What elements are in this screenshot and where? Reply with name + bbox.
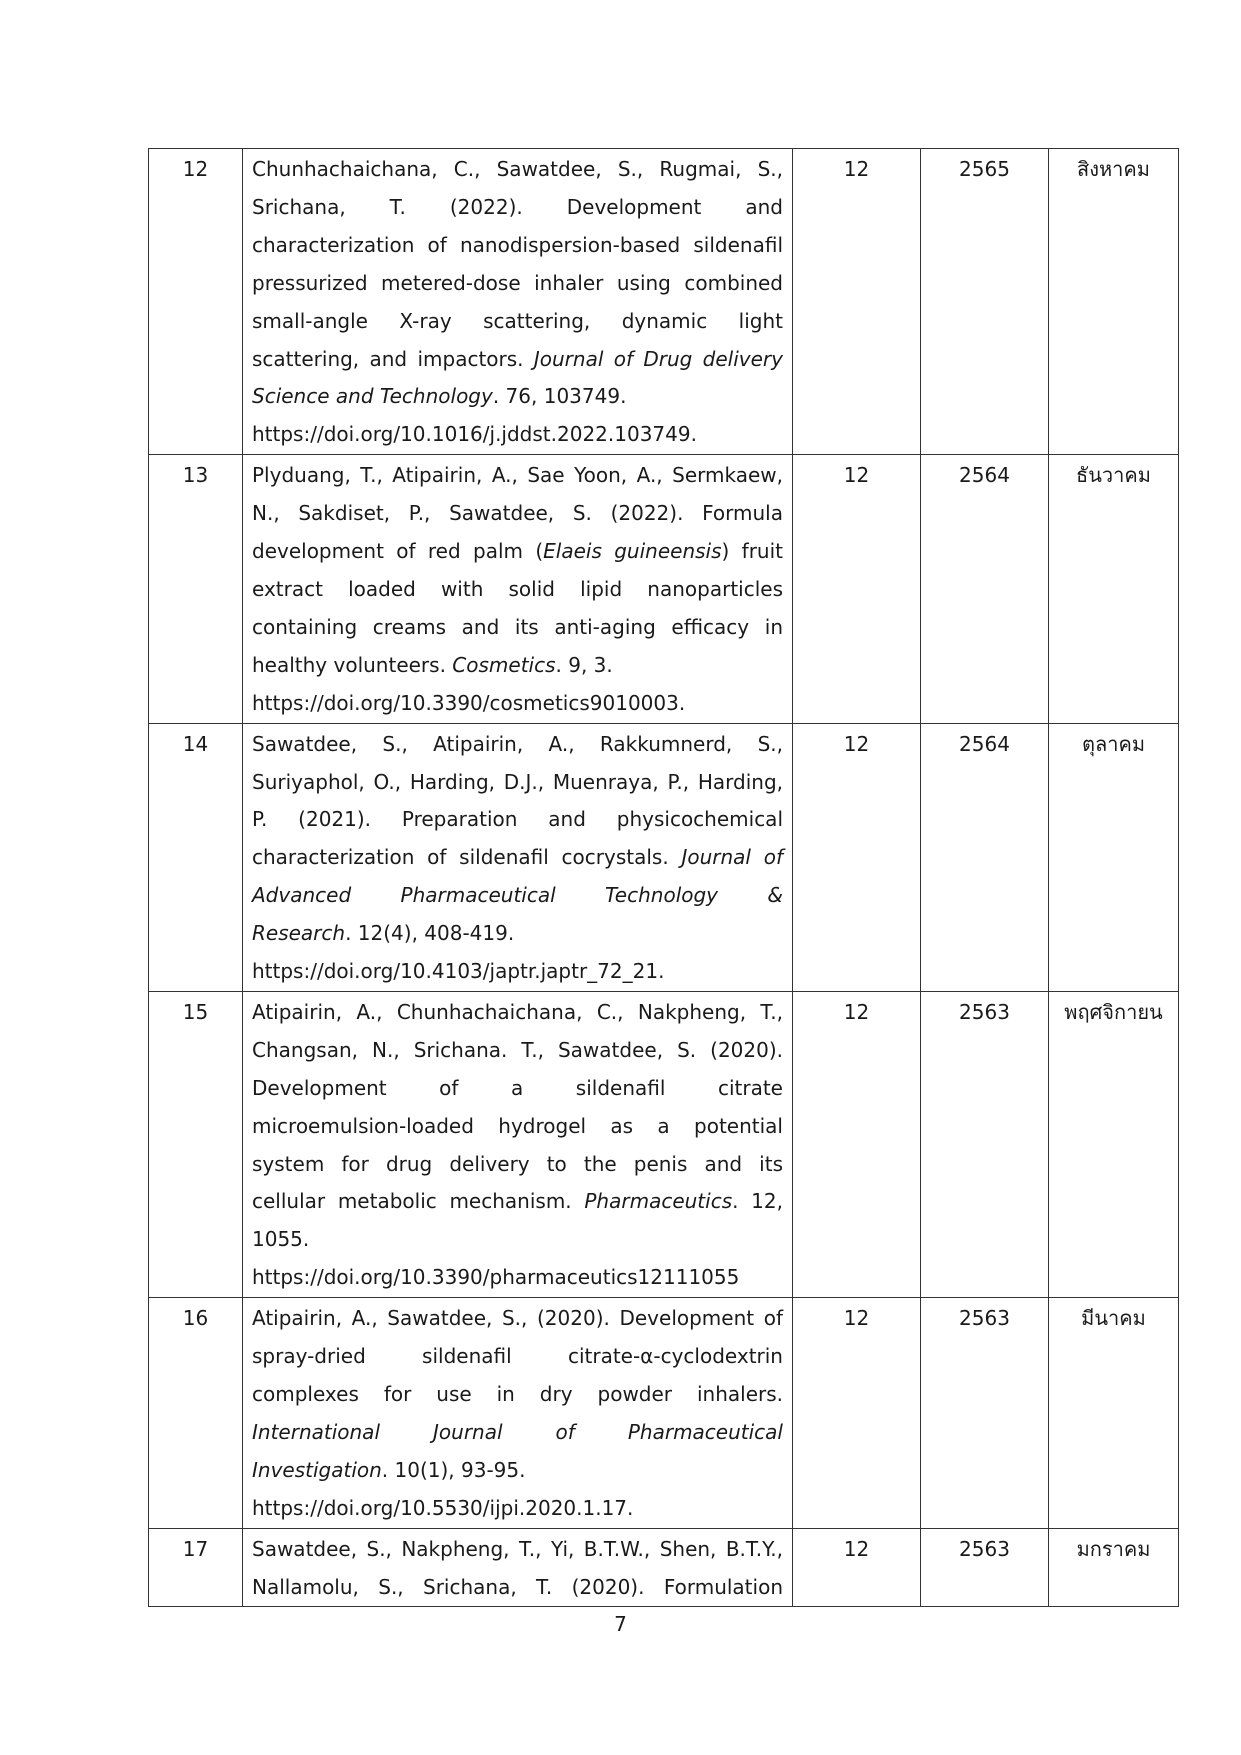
reference-text: Sawatdee, S., Nakpheng, T., Yi, B.T.W., Shen, B.T.Y.,	[252, 1536, 783, 1561]
reference-line	[252, 1569, 783, 1607]
reference-text: Chunhachaichana, C., Sawatdee, S., Rugmai, S.,	[252, 157, 783, 181]
reference-line	[252, 265, 783, 303]
reference-line	[252, 1338, 783, 1376]
reference-text: microemulsion-loaded hydrogel as a potential	[252, 1113, 783, 1138]
reference-line	[252, 1183, 783, 1221]
publication-table	[148, 148, 1179, 1607]
table-row	[149, 991, 1179, 1297]
year-cell: 2564	[921, 723, 1049, 991]
reference-text: system for drug delivery to the penis and its	[252, 1151, 783, 1176]
reference-text: characterization of nanodispersion-based sildenafil	[252, 232, 783, 257]
row-number-cell: 16	[149, 1298, 243, 1528]
month-cell: มีนาคม	[1049, 1298, 1179, 1528]
reference-text: . 9, 3.	[555, 652, 613, 677]
reference-text: https://doi.org/10.3390/cosmetics9010003.	[252, 690, 686, 715]
table-row	[149, 723, 1179, 991]
reference-line	[252, 1259, 783, 1297]
reference-text: https://doi.org/10.5530/ijpi.2020.1.17.	[252, 1495, 634, 1520]
reference-text: cellular metabolic mechanism.	[252, 1189, 585, 1214]
row-number-cell: 17	[149, 1528, 243, 1607]
reference-text: Nallamolu, S., Srichana, T. (2020). Formulation	[252, 1574, 783, 1599]
reference-line	[252, 726, 783, 764]
journal-title-text: Journal of Drug delivery	[533, 346, 783, 371]
reference-text: Plyduang, T., Atipairin, A., Sae Yoon, A., Sermkaew,	[252, 463, 783, 488]
reference-text: 1055.	[252, 1227, 310, 1252]
reference-line	[252, 571, 783, 609]
row-number-cell: 13	[149, 455, 243, 723]
table-row	[149, 1528, 1179, 1607]
reference-cell	[243, 149, 793, 455]
journal-title-text: Research	[252, 921, 346, 946]
reference-text: small-angle X-ray scattering, dynamic light	[252, 308, 783, 333]
reference-line	[252, 457, 783, 495]
reference-text: . 10(1), 93-95.	[381, 1457, 526, 1482]
month-cell: ธันวาคม	[1049, 455, 1179, 723]
reference-text: pressurized metered-dose inhaler using combined	[252, 270, 783, 295]
reference-text: complexes for use in dry powder inhalers.	[252, 1382, 783, 1406]
row-number-cell: 12	[149, 149, 243, 455]
year-cell: 2565	[921, 149, 1049, 455]
reference-line	[252, 994, 783, 1032]
reference-line	[252, 416, 783, 454]
reference-line	[252, 151, 783, 189]
reference-text: Development of a sildenafil citrate	[252, 1075, 783, 1100]
reference-line	[252, 1376, 783, 1414]
reference-line	[252, 341, 783, 379]
reference-line	[252, 839, 783, 877]
year-cell: 2563	[921, 1298, 1049, 1528]
reference-text: spray-dried sildenafil citrate-α-cyclodextrin	[252, 1344, 783, 1369]
month-cell: ตุลาคม	[1049, 723, 1179, 991]
reference-line	[252, 1032, 783, 1070]
count-cell: 12	[793, 991, 921, 1297]
reference-text: Sawatdee, S., Atipairin, A., Rakkumnerd, S.,	[252, 731, 783, 756]
table-row	[149, 149, 1179, 455]
reference-line	[252, 1221, 783, 1259]
count-cell: 12	[793, 723, 921, 991]
reference-text: Changsan, N., Srichana. T., Sawatdee, S. (2020).	[252, 1037, 783, 1062]
reference-line	[252, 953, 783, 991]
reference-line	[252, 189, 783, 227]
year-cell: 2563	[921, 991, 1049, 1297]
journal-title-text: Science and Technology	[252, 384, 493, 409]
reference-line	[252, 378, 783, 416]
year-cell: 2563	[921, 1528, 1049, 1607]
journal-title-text: International Journal of Pharmaceutical	[252, 1419, 783, 1444]
publication-table-body	[149, 149, 1179, 1607]
reference-cell	[243, 723, 793, 991]
reference-text: . 12(4), 408-419.	[345, 921, 515, 946]
reference-line	[252, 764, 783, 802]
reference-line	[252, 801, 783, 839]
month-cell: พฤศจิกายน	[1049, 991, 1179, 1297]
reference-line	[252, 303, 783, 341]
reference-text: . 12,	[732, 1189, 783, 1214]
count-cell: 12	[793, 455, 921, 723]
reference-text: healthy volunteers.	[252, 652, 453, 677]
count-cell: 12	[793, 149, 921, 455]
reference-line	[252, 227, 783, 265]
reference-text: https://doi.org/10.3390/pharmaceutics12111055	[252, 1265, 740, 1290]
journal-title-text: Pharmaceutics	[584, 1189, 733, 1214]
month-cell: สิงหาคม	[1049, 149, 1179, 455]
page-number: 7	[614, 1612, 627, 1636]
reference-text: Suriyaphol, O., Harding, D.J., Muenraya, P., Harding,	[252, 769, 783, 794]
row-number-cell: 14	[149, 723, 243, 991]
reference-text: P. (2021). Preparation and physicochemical	[252, 807, 783, 832]
row-number-cell: 15	[149, 991, 243, 1297]
journal-title-text: Journal of	[681, 845, 784, 870]
journal-title-text: Elaeis guineensis	[543, 539, 722, 564]
reference-text: Srichana, T. (2022). Development and	[252, 194, 783, 219]
month-cell: มกราคม	[1049, 1528, 1179, 1607]
reference-text: https://doi.org/10.1016/j.jddst.2022.103749.	[252, 422, 697, 447]
journal-title-text: Investigation	[252, 1457, 382, 1482]
reference-text: Atipairin, A., Chunhachaichana, C., Nakpheng, T.,	[252, 999, 783, 1024]
reference-line	[252, 495, 783, 533]
reference-cell	[243, 1298, 793, 1528]
reference-line	[252, 877, 783, 915]
count-cell: 12	[793, 1528, 921, 1607]
reference-text: Atipairin, A., Sawatdee, S., (2020). Development of	[252, 1306, 783, 1331]
reference-line	[252, 533, 783, 571]
reference-text: scattering, and impactors.	[252, 346, 534, 371]
reference-line	[252, 685, 783, 723]
reference-text: . 76, 103749.	[492, 384, 627, 409]
reference-line	[252, 1452, 783, 1490]
reference-line	[252, 1070, 783, 1108]
reference-text: https://doi.org/10.4103/japtr.japtr_72_21.	[252, 959, 665, 984]
table-row	[149, 1298, 1179, 1528]
reference-cell	[243, 991, 793, 1297]
reference-cell	[243, 1528, 793, 1607]
journal-title-text: Cosmetics	[452, 652, 556, 677]
reference-text: containing creams and its anti-aging efficacy in	[252, 614, 783, 639]
reference-text: N., Sakdiset, P., Sawatdee, S. (2022). Formula	[252, 501, 783, 526]
reference-line	[252, 1108, 783, 1146]
reference-text: development of red palm (	[252, 539, 544, 564]
reference-line	[252, 1414, 783, 1452]
reference-line	[252, 647, 783, 685]
reference-line	[252, 609, 783, 647]
reference-text: ) fruit	[721, 539, 783, 564]
reference-cell	[243, 455, 793, 723]
reference-text: characterization of sildenafil cocrystals.	[252, 845, 682, 870]
table-row	[149, 455, 1179, 723]
reference-line	[252, 1531, 783, 1569]
reference-line	[252, 1146, 783, 1184]
journal-title-text: Advanced Pharmaceutical Technology &	[252, 883, 783, 908]
count-cell: 12	[793, 1298, 921, 1528]
reference-line	[252, 1490, 783, 1528]
reference-line	[252, 1300, 783, 1338]
reference-text: extract loaded with solid lipid nanoparticles	[252, 576, 783, 601]
year-cell: 2564	[921, 455, 1049, 723]
reference-line	[252, 915, 783, 953]
